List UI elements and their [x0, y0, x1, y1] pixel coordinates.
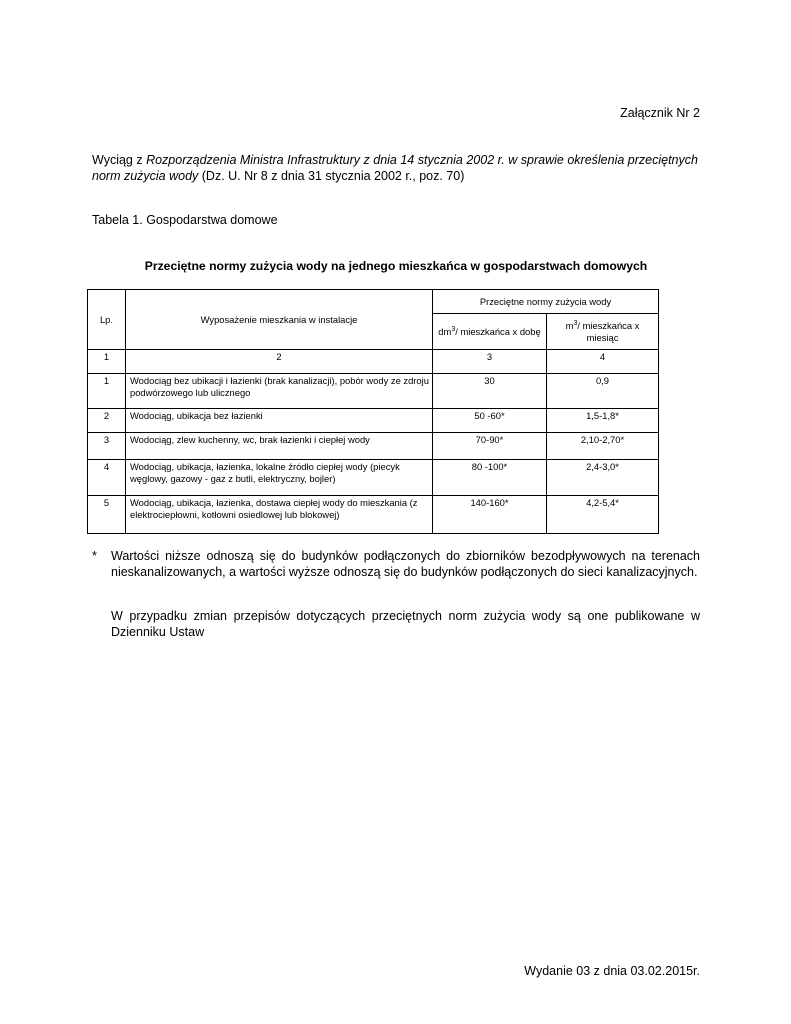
row-norm-month: 2,10-2,70*: [547, 433, 659, 460]
numbering-cell: 2: [126, 350, 433, 374]
numbering-cell: 1: [88, 350, 126, 374]
row-lp: 1: [88, 374, 126, 409]
table-header-row: [88, 290, 659, 314]
header-equipment: Wyposażenie mieszkania w instalacje: [126, 290, 433, 350]
water-norms-table: [87, 289, 659, 534]
table-row: [88, 374, 659, 409]
header-lp: Lp.: [88, 290, 126, 350]
intro-suffix: (Dz. U. Nr 8 z dnia 31 stycznia 2002 r., poz. 70): [198, 169, 465, 183]
table-row: [88, 460, 659, 496]
table-row: [88, 496, 659, 534]
table-numbering-row: [88, 350, 659, 374]
row-lp: 3: [88, 433, 126, 460]
row-lp: 5: [88, 496, 126, 534]
table-caption: Przeciętne normy zużycia wody na jednego mieszkańca w gospodarstwach domowych: [144, 259, 648, 273]
row-norm-month: 0,9: [547, 374, 659, 409]
row-norm-day: 140-160*: [433, 496, 547, 534]
intro-regulation-title: Rozporządzenia Ministra Infrastruktury z dnia 14 stycznia 2002 r. w sprawie określenia przeciętnych norm zużycia wody: [92, 153, 698, 183]
row-description: Wodociąg, ubikacja, łazienka, lokalne źródło ciepłej wody (piecyk węglowy, gazowy - gaz z butli, elektryczny, bojler): [126, 460, 433, 496]
row-norm-day: 50 -60*: [433, 409, 547, 433]
table-title: Tabela 1. Gospodarstwa domowe: [92, 213, 278, 227]
footnote-text: Wartości niższe odnoszą się do budynków podłączonych do zbiorników bezodpływowych na terenach nieskanalizowanych, a wartości wyższe odnoszą się do budynków podłączonych do sieci kanalizacyjnych.: [111, 549, 700, 579]
annex-label: Załącznik Nr 2: [620, 106, 700, 120]
table-row: [88, 433, 659, 460]
edition-footer: Wydanie 03 z dnia 03.02.2015r.: [524, 964, 700, 978]
header-unit-day: $dm^3/$ mieszkańca x dobę: [433, 314, 547, 350]
footnote: [92, 549, 700, 580]
row-norm-month: 4,2-5,4*: [547, 496, 659, 534]
row-norm-day: 30: [433, 374, 547, 409]
row-norm-day: 70-90*: [433, 433, 547, 460]
row-description: Wodociąg, zlew kuchenny, wc, brak łazienki i ciepłej wody: [126, 433, 433, 460]
header-norms: Przeciętne normy zużycia wody: [433, 290, 659, 314]
row-norm-month: 2,4-3,0*: [547, 460, 659, 496]
row-norm-day: 80 -100*: [433, 460, 547, 496]
row-description: Wodociąg bez ubikacji i łazienki (brak kanalizacji), pobór wody ze zdroju podwórzowego lub ulicznego: [126, 374, 433, 409]
publication-note: W przypadku zmian przepisów dotyczących przeciętnych norm zużycia wody są one publikowane w Dzienniku Ustaw: [111, 609, 700, 639]
row-lp: 2: [88, 409, 126, 433]
row-norm-month: 1,5-1,8*: [547, 409, 659, 433]
intro-paragraph: [92, 152, 712, 184]
row-description: Wodociąg, ubikacja bez łazienki: [126, 409, 433, 433]
table-row: [88, 409, 659, 433]
header-unit-month: $m^3/$ mieszkańca x miesiąc: [547, 314, 659, 350]
row-lp: 4: [88, 460, 126, 496]
footnote-marker: *: [92, 549, 97, 563]
numbering-cell: 3: [433, 350, 547, 374]
intro-prefix: Wyciąg z: [92, 153, 147, 167]
row-description: Wodociąg, ubikacja, łazienka, dostawa ciepłej wody do mieszkania (z elektrociepłowni, kotłowni osiedlowej lub blokowej): [126, 496, 433, 534]
numbering-cell: 4: [547, 350, 659, 374]
